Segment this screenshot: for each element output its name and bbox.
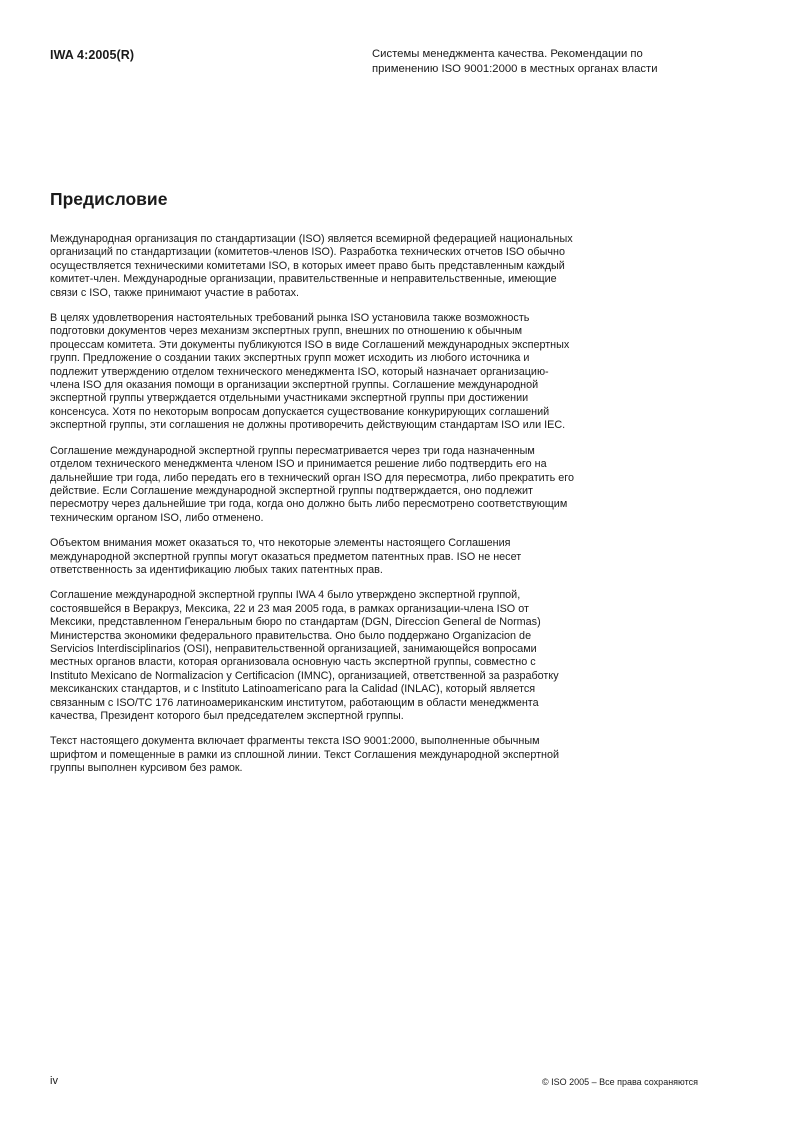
document-title-line: применению ISO 9001:2000 в местных органах власти xyxy=(372,63,658,75)
text-line: действие. Если Соглашение международной экспертной группы подтверждается, оно подлежит xyxy=(50,484,533,497)
text-line: международной экспертной группы могут оказаться предметом патентных прав. ISO не несет xyxy=(50,550,522,563)
paragraph-review-cycle xyxy=(50,445,700,525)
text-line: Соглашение международной экспертной группы IWA 4 было утверждено экспертной группой, xyxy=(50,589,521,602)
text-line: Объектом внимания может оказаться то, что некоторые элементы настоящего Соглашения xyxy=(50,537,511,550)
text-line: групп. Предложение о создании таких экспертных групп может исходить из любого источника и xyxy=(50,352,530,365)
text-line: экспертной группы, эти соглашения не должны противоречить действующим стандартам ISO или IEC. xyxy=(50,419,566,432)
text-line: Servicios Interdisciplinarios (OSI), неправительственной организацией, занимающейся вопросами xyxy=(50,642,537,655)
paragraph-patent-rights xyxy=(50,537,700,577)
text-line: Соглашение международной экспертной группы пересматривается через три года назначенным xyxy=(50,444,535,457)
text-line: экспертной группы утверждается отдельными участниками экспертной группы при достижении xyxy=(50,392,529,405)
text-line: ответственность за идентификацию любых таких патентных прав. xyxy=(50,563,383,576)
text-line: качества, Президент которого был председателем экспертной группы. xyxy=(50,710,404,722)
text-line: процессам комитета. Эти документы публикуются ISO в виде Соглашений международных экспертных xyxy=(50,338,570,351)
text-line: Мексики, представленном Генеральным бюро по стандартам (DGN, Direccion General de Normas) xyxy=(50,616,541,629)
text-line: Текст настоящего документа включает фрагменты текста ISO 9001:2000, выполненные обычным xyxy=(50,735,540,748)
text-line: местных органов власти, которая организовала основную часть экспертной группы, совместно с xyxy=(50,656,536,669)
section-heading: Предисловие xyxy=(50,189,168,209)
document-code: IWA 4:2005(R) xyxy=(50,48,135,62)
text-line: дальнейшие три года, либо передать его в технический орган ISO для пересмотра, либо прекратить его xyxy=(50,471,574,484)
text-line: отделом технического менеджмента членом ISO и принимается решение либо подтвердить его на xyxy=(50,458,547,471)
copyright-notice: © ISO 2005 – Все права сохраняются xyxy=(541,1077,698,1087)
text-line: группы выполнен курсивом без рамок. xyxy=(50,762,243,775)
text-line: В целях удовлетворения настоятельных требований рынка ISO установила также возможность xyxy=(50,312,530,325)
text-line: техническим органом ISO, либо отменено. xyxy=(50,511,264,524)
paragraph-iwa4-approval xyxy=(50,589,700,723)
text-line: Министерства экономики федерального правительства. Оно было поддержано Organizacion de xyxy=(50,629,532,642)
text-line: пересмотру через дальнейшие три года, когда оно должно быть либо пересмотрено соответствующим xyxy=(50,498,568,511)
text-line: состоявшейся в Веракруз, Мексика, 22 и 23 мая 2005 года, в рамках организации-члена ISO от xyxy=(50,602,529,615)
text-line: члена ISO для оказания помощи в организации экспертной группы. Соглашение международной xyxy=(50,379,539,392)
paragraph-iso-overview xyxy=(50,233,700,300)
paragraph-text-formatting xyxy=(50,735,700,775)
text-line: Международная организация по стандартизации (ISO) является всемирной федерацией национальных xyxy=(50,233,573,245)
text-line: Instituto Mexicano de Normalizacion y Certificacion (IMNC), организацией, ответственной за разработку xyxy=(50,669,559,682)
page-number: iv xyxy=(50,1075,58,1087)
text-line: организаций по стандартизации (комитетов-членов ISO). Разработка технических отчетов ISO обычно xyxy=(50,246,565,259)
text-line: консенсуса. Хотя по некоторым вопросам допускается существование конкурирующих соглашений xyxy=(50,405,550,418)
text-line: связанным с ISO/TC 176 латиноамериканским институтом, работающим в области менеджмента xyxy=(50,696,539,709)
text-line: подготовки документов через механизм экспертных групп, внешних по отношению к обычным xyxy=(50,325,523,338)
document-body xyxy=(50,233,700,788)
text-line: шрифтом и помещенные в рамки из сплошной линии. Текст Соглашения международной экспертной xyxy=(50,748,560,761)
paragraph-workshop-mechanism xyxy=(50,312,700,433)
text-line: комитет-член. Международные организации, правительственные и неправительственные, имеющие xyxy=(50,273,557,286)
text-line: связи с ISO, также принимают участие в работах. xyxy=(50,286,300,299)
document-title xyxy=(372,47,712,77)
document-title-line: Системы менеджмента качества. Рекомендации по xyxy=(372,48,643,60)
text-line: мексиканских стандартов, и с Instituto Latinoamericano para la Calidad (INLAC), который является xyxy=(50,683,536,696)
text-line: подлежит утверждению отделом технического менеджмента ISO, который назначает организацию- xyxy=(50,365,549,378)
text-line: осуществляется техническими комитетами ISO, в которых имеет право быть представленным каждый xyxy=(50,259,565,272)
